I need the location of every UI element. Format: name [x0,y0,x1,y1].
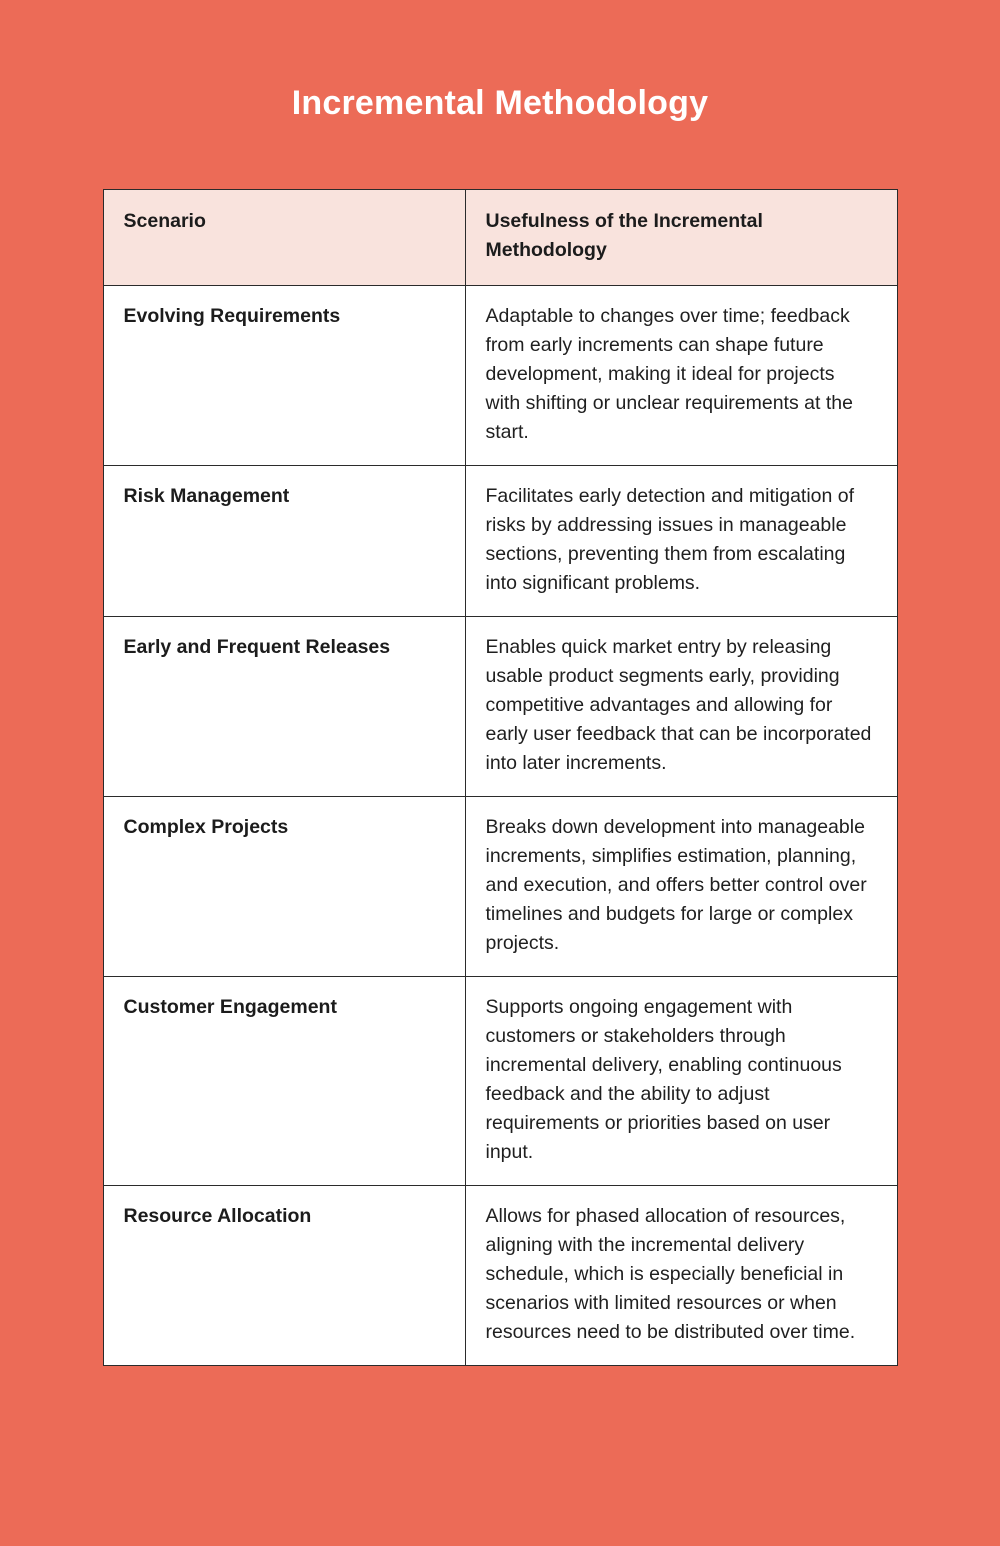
usefulness-cell: Enables quick market entry by releasing usable product segments early, providing competitive advantages and allowing for early user feedback that can be incorporated into later increments. [465,617,897,797]
page-title: Incremental Methodology [291,84,709,122]
table-header-row [103,190,897,286]
usefulness-cell: Supports ongoing engagement with customers or stakeholders through incremental delivery, enabling continuous feedback and the ability to adjust requirements or priorities based on user input. [465,977,897,1186]
table-row [103,797,897,977]
scenario-cell: Customer Engagement [103,977,465,1186]
table-row [103,1186,897,1366]
scenario-cell: Risk Management [103,466,465,617]
usefulness-cell: Allows for phased allocation of resources, aligning with the incremental delivery schedule, which is especially beneficial in scenarios with limited resources or when resources need to be distributed over time. [465,1186,897,1366]
table-body [103,286,897,1366]
table-header [103,190,897,286]
scenario-column-header: Scenario [103,190,465,286]
table-row [103,977,897,1186]
table-row [103,466,897,617]
usefulness-column-header: Usefulness of the Incremental Methodology [465,190,897,286]
usefulness-cell: Adaptable to changes over time; feedback from early increments can shape future development, making it ideal for projects with shifting or unclear requirements at the start. [465,286,897,466]
scenario-cell: Evolving Requirements [103,286,465,466]
usefulness-cell: Facilitates early detection and mitigation of risks by addressing issues in manageable sections, preventing them from escalating into significant problems. [465,466,897,617]
table-row [103,617,897,797]
table-row [103,286,897,466]
usefulness-cell: Breaks down development into manageable increments, simplifies estimation, planning, and execution, and offers better control over timelines and budgets for large or complex projects. [465,797,897,977]
scenario-cell: Complex Projects [103,797,465,977]
scenario-cell: Resource Allocation [103,1186,465,1366]
incremental-methodology-table [103,189,898,1366]
scenario-cell: Early and Frequent Releases [103,617,465,797]
